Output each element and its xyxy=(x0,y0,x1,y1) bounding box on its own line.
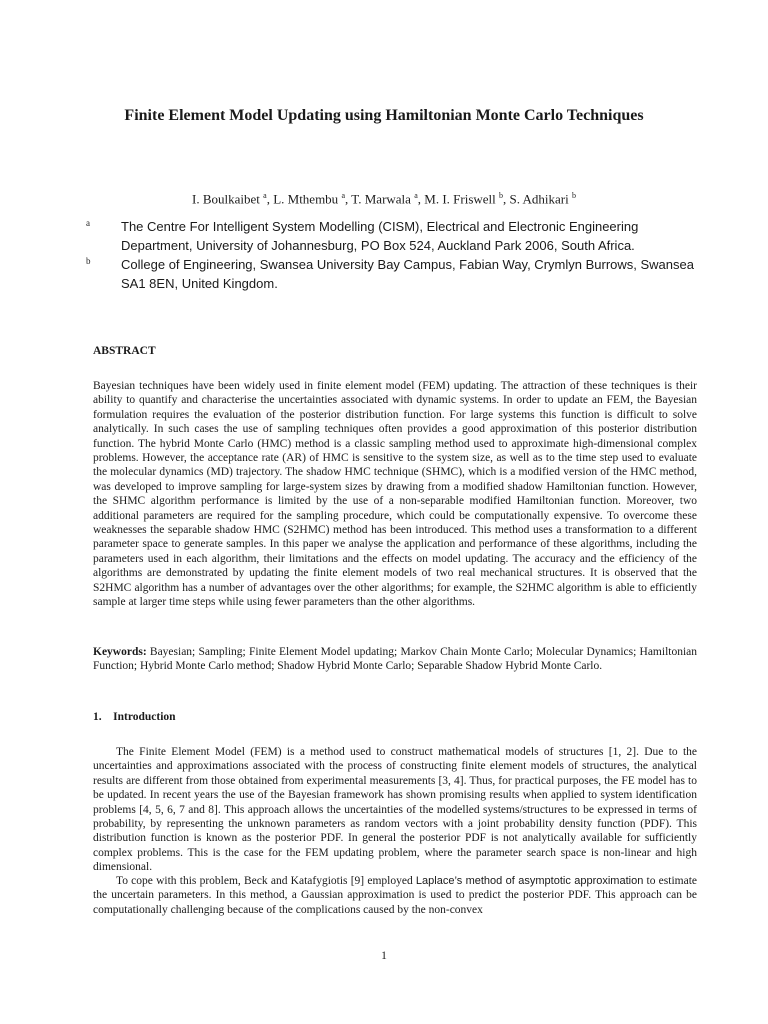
affiliation-a xyxy=(86,217,700,255)
intro-p2-end: to estimate the uncertain parameters. In this method, a Gaussian approximation is used to predict the posterior PDF. This approach can be computationally challenging because of the complications caused by the non-convex xyxy=(93,875,698,916)
author-list: I. Boulkaibet $^a$, L. Mthembu $^a$, T. Marwala $^a$, M. I. Friswell $^b$, S. Adhikari $^b$ xyxy=(191,191,576,207)
paper-title: Finite Element Model Updating using Hamiltonian Monte Carlo Techniques xyxy=(124,107,644,124)
affiliation-b xyxy=(86,255,700,293)
page-number: 1 xyxy=(381,950,387,962)
intro-p2-laplace-phrase: Laplace’s method of asymptotic approximation xyxy=(415,875,644,887)
keywords-label: Keywords: xyxy=(93,646,147,658)
abstract-text: Bayesian techniques have been widely used in finite element model (FEM) updating. The attraction of these techniques is their ability to quantify and characterise the uncertainties associated with dynamic systems. In order to update an FEM, the Bayesian formulation requires the evaluation of the posterior distribution function. For large systems this function is difficult to solve analytically. In such cases the use of sampling techniques often provides a good approximation of this posterior distribution function. The hybrid Monte Carlo (HMC) method is a classic sampling method used to approximate high-dimensional complex problems. However, the acceptance rate (AR) of HMC is sensitive to the system size, as well as to the time step used to evaluate the molecular dynamics (MD) trajectory. The shadow HMC technique (SHMC), which is a modified version of the HMC method, was developed to improve sampling for large-system sizes by drawing from a modified shadow Hamiltonian function. However, the SHMC algorithm performance is limited by the use of a non-separable modified Hamiltonian function. Moreover, two additional parameters are required for the sampling procedure, which could be computationally expensive. To overcome these weaknesses the separable shadow HMC (S2HMC) method has been introduced. This method uses a transformation to a different parameter space to generate samples. In this paper we analyse the application and performance of these algorithms, including the parameters used in each algorithm, their limitations and the effects on model updating. The accuracy and the efficiency of the algorithms are demonstrated by updating the finite element models of two real mechanical structures. It is observed that the S2HMC algorithm has a number of advantages over the other algorithms; for example, the S2HMC algorithm is able to efficiently sample at larger time steps while using fewer parameters than the other algorithms. xyxy=(93,380,697,609)
section-heading-introduction: 1. Introduction xyxy=(93,711,176,723)
author-name: L. Mthembu xyxy=(273,191,339,207)
author-affiliation-mark: a xyxy=(263,191,267,200)
keywords-paragraph xyxy=(93,645,697,674)
affiliation-text: The Centre For Intelligent System Modelling (CISM), Electrical and Electronic Engineering Department, University of Johannesburg, PO Box 524, Auckland Park 2006, South Africa. xyxy=(121,219,639,253)
author-affiliation-mark: b xyxy=(499,191,504,200)
author-name: M. I. Friswell xyxy=(424,191,496,207)
author-name: I. Boulkaibet xyxy=(191,191,260,207)
affiliation-text: College of Engineering, Swansea University Bay Campus, Fabian Way, Crymlyn Burrows, Swansea SA1 8EN, United Kingdom. xyxy=(121,257,694,291)
author-affiliation-mark: a xyxy=(341,191,345,200)
affiliation-mark: b xyxy=(86,256,91,266)
abstract-heading: ABSTRACT xyxy=(93,345,156,357)
intro-paragraph-1: The Finite Element Model (FEM) is a method used to construct mathematical models of structures [1, 2]. Due to the uncertainties and approximations associated with the process of constructing finite element models of structures, the analytical results are different from those obtained from experimental measurements [3, 4]. Thus, for practical purposes, the FE model has to be updated. In recent years the use of the Bayesian framework has shown promising results when applied to system identification problems [4, 5, 6, 7 and 8]. This approach allows the uncertainties of the modelled systems/structures to be expressed in terms of probability, by representing the unknown parameters as random vectors with a joint probability density function (PDF). This distribution function is known as the posterior PDF. In general the posterior PDF is not analytically available for sufficiently complex problems. This is the case for the FEM updating problem, where the parameter search space is non-linear and high dimensional. xyxy=(93,746,697,874)
intro-paragraph-2 xyxy=(93,874,697,917)
author-name: T. Marwala xyxy=(351,191,411,207)
author-name: S. Adhikari xyxy=(509,191,569,207)
keywords-list: Bayesian; Sampling; Finite Element Model updating; Markov Chain Monte Carlo; Molecular Dynamics; Hamiltonian Function; Hybrid Monte Carlo method; Shadow Hybrid Monte Carlo; Separable Shadow Hybrid Monte Carlo. xyxy=(93,646,698,673)
author-affiliation-mark: b xyxy=(572,191,576,200)
author-affiliation-mark: a xyxy=(414,191,418,200)
affiliation-mark: a xyxy=(86,218,90,228)
intro-p2-start: To cope with this problem, Beck and Katafygiotis [9] employed xyxy=(116,875,416,887)
